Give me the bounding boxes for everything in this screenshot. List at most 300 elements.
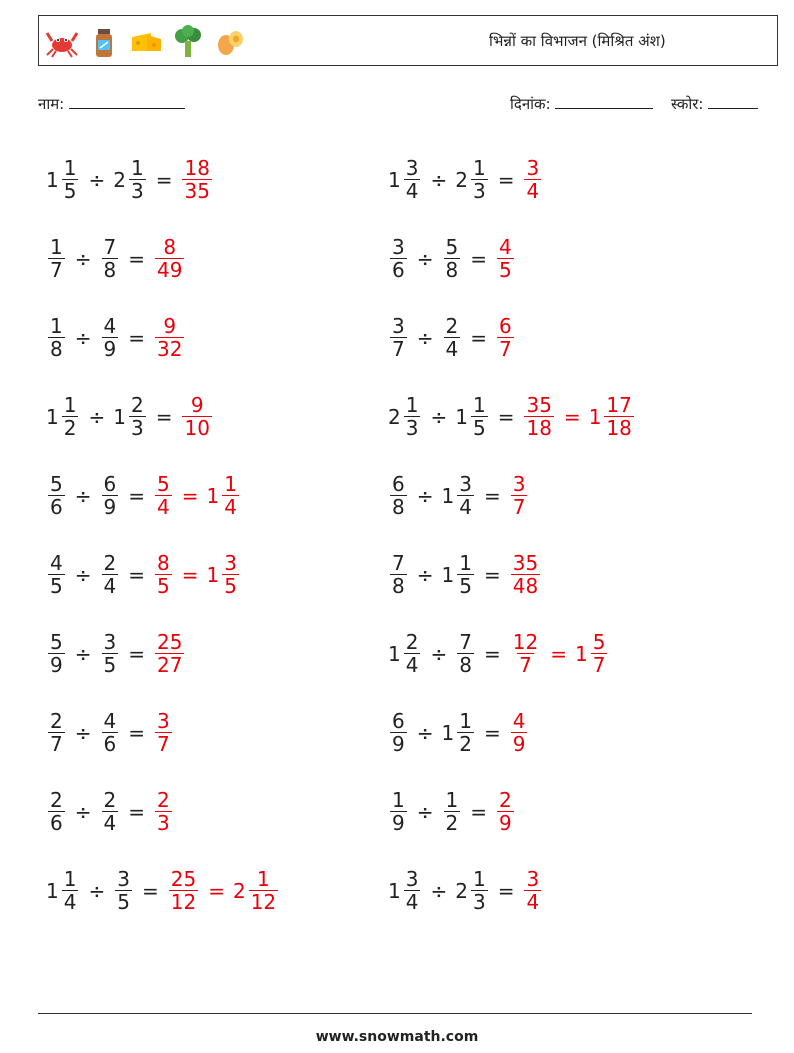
whole-number: 1: [441, 483, 455, 508]
date-blank[interactable]: [555, 94, 653, 109]
fraction: [390, 473, 407, 519]
numerator: 7: [103, 234, 117, 259]
denominator: 8: [445, 258, 459, 282]
numerator: 5: [445, 234, 459, 259]
answer-value: [153, 631, 186, 677]
numerator: 2: [445, 313, 459, 338]
whole-number: 1: [206, 562, 220, 587]
numerator: 4: [103, 708, 117, 733]
answer-value: [509, 473, 530, 519]
numerator: 6: [392, 471, 405, 496]
dividend: [46, 236, 67, 282]
denominator: 5: [459, 574, 472, 598]
answer-value: [153, 710, 174, 756]
equals-sign: =: [181, 562, 199, 587]
fraction: [497, 789, 514, 835]
equals-sign: =: [497, 878, 515, 903]
answer-value: [153, 473, 174, 519]
numerator: 1: [63, 155, 77, 180]
answer-value: [509, 631, 542, 677]
dividend: [46, 473, 67, 519]
denominator: 4: [103, 811, 117, 835]
numerator: 3: [392, 313, 405, 338]
fraction: [155, 631, 184, 677]
denominator: 3: [157, 811, 170, 835]
denominator: 7: [157, 732, 170, 756]
numerator: 9: [163, 313, 177, 338]
numerator: 3: [526, 155, 540, 180]
problems-left-column: [46, 140, 280, 930]
fraction: [390, 789, 407, 835]
equals-sign: =: [483, 720, 501, 745]
fraction: [444, 236, 461, 282]
numerator: 5: [50, 629, 63, 654]
numerator: 35: [526, 392, 552, 417]
denominator: 5: [63, 179, 77, 203]
whole-number: 1: [388, 878, 401, 903]
numerator: 1: [50, 234, 63, 259]
whole-number: 1: [441, 720, 455, 745]
answer-value: [589, 394, 636, 440]
numerator: 5: [50, 471, 63, 496]
fraction: [182, 394, 211, 440]
numerator: 1: [472, 155, 486, 180]
numerator: 18: [184, 155, 210, 180]
divide-sign: ÷: [416, 325, 434, 350]
whole-number: 1: [206, 483, 220, 508]
answer: [495, 789, 516, 835]
problem-row: [388, 298, 636, 377]
numerator: 4: [50, 550, 63, 575]
denominator: 7: [592, 653, 606, 677]
divisor: [100, 236, 121, 282]
date-score-fields: [510, 94, 758, 114]
fraction: [444, 315, 461, 361]
denominator: 3: [130, 179, 144, 203]
denominator: 4: [405, 653, 419, 677]
problem-row: [388, 851, 636, 930]
divisor: [442, 789, 463, 835]
broccoli-icon: [171, 23, 205, 61]
answer: [167, 868, 280, 914]
denominator: 5: [224, 574, 237, 598]
name-field[interactable]: [38, 94, 185, 114]
numerator: 2: [130, 392, 144, 417]
denominator: 12: [170, 890, 197, 914]
divisor: [100, 473, 121, 519]
whole-number: 1: [588, 404, 602, 429]
divide-sign: ÷: [416, 483, 434, 508]
whole-number: 2: [232, 878, 246, 903]
answer-value: [522, 868, 543, 914]
equals-sign: =: [483, 483, 501, 508]
worksheet-title: भिन्नों का विभाजन (मिश्रित अंश): [489, 32, 666, 50]
equals-sign: =: [563, 404, 581, 429]
problem-row: [388, 614, 636, 693]
divide-sign: ÷: [430, 641, 448, 666]
denominator: 7: [392, 337, 405, 361]
equals-sign: =: [128, 246, 145, 271]
equals-sign: =: [128, 799, 145, 824]
footer-website: www.snowmath.com: [315, 1029, 479, 1045]
numerator: 1: [405, 392, 419, 417]
denominator: 6: [50, 495, 63, 519]
numerator: 1: [63, 866, 77, 891]
dividend: [388, 789, 409, 835]
numerator: 6: [103, 471, 117, 496]
crab-icon: [45, 23, 79, 61]
numerator: 2: [499, 787, 512, 812]
numerator: 3: [405, 155, 419, 180]
denominator: 3: [472, 179, 486, 203]
fraction: [222, 473, 239, 519]
name-label: नाम:: [38, 95, 65, 113]
numerator: 1: [257, 866, 270, 891]
answer: [153, 789, 174, 835]
divide-sign: ÷: [416, 246, 434, 271]
denominator: 10: [184, 416, 210, 440]
denominator: 4: [103, 574, 117, 598]
answer-value: [495, 315, 516, 361]
dividend: [46, 710, 67, 756]
numerator: 1: [224, 471, 237, 496]
fraction: [511, 473, 528, 519]
divisor: [455, 631, 476, 677]
numerator: 9: [190, 392, 204, 417]
dividend: [46, 394, 80, 440]
numerator: 2: [103, 787, 117, 812]
fraction: [390, 552, 407, 598]
problem-row: [46, 140, 280, 219]
divide-sign: ÷: [74, 799, 92, 824]
denominator: 4: [526, 890, 540, 914]
numerator: 1: [459, 708, 472, 733]
numerator: 3: [224, 550, 237, 575]
numerator: 4: [512, 708, 526, 733]
numerator: 17: [606, 392, 632, 417]
denominator: 32: [157, 337, 183, 361]
dividend: [388, 315, 409, 361]
fraction: [444, 789, 461, 835]
denominator: 4: [224, 495, 237, 519]
numerator: 1: [50, 313, 63, 338]
answer-value: [180, 394, 213, 440]
divisor: [100, 631, 121, 677]
fraction: [524, 394, 553, 440]
denominator: 7: [50, 732, 63, 756]
eggs-icon: [213, 23, 247, 61]
denominator: 5: [157, 574, 170, 598]
problem-row: [46, 535, 280, 614]
divide-sign: ÷: [74, 720, 92, 745]
fraction: [155, 236, 184, 282]
answer-value: [495, 236, 516, 282]
date-label: दिनांक:: [510, 95, 551, 113]
answer-value: [167, 868, 200, 914]
denominator: 8: [392, 495, 405, 519]
denominator: 4: [459, 495, 472, 519]
fraction: [390, 236, 407, 282]
answer: [495, 315, 516, 361]
denominator: 5: [472, 416, 486, 440]
divide-sign: ÷: [74, 246, 92, 271]
fraction: [524, 868, 541, 914]
icon-strip: [45, 22, 247, 62]
equals-sign: =: [208, 878, 225, 903]
answer-value: [153, 552, 174, 598]
equals-sign: =: [497, 404, 515, 429]
whole-number: 2: [455, 878, 468, 903]
whole-number: 1: [46, 404, 59, 429]
numerator: 7: [459, 629, 472, 654]
divide-sign: ÷: [416, 720, 434, 745]
score-blank[interactable]: [708, 94, 758, 109]
divisor: [113, 157, 147, 203]
equals-sign: =: [155, 167, 173, 192]
fraction: [390, 710, 407, 756]
numerator: 2: [103, 550, 117, 575]
dividend: [46, 315, 67, 361]
numerator: 1: [472, 866, 486, 891]
divide-sign: ÷: [430, 878, 448, 903]
denominator: 8: [50, 337, 63, 361]
answer-value: [509, 710, 530, 756]
fraction: [129, 157, 146, 203]
fraction: [457, 710, 474, 756]
problem-row: [388, 772, 636, 851]
problem-row: [46, 772, 280, 851]
footer-divider: [38, 1013, 752, 1014]
fraction: [102, 710, 119, 756]
fraction: [115, 868, 132, 914]
divisor: [455, 394, 489, 440]
whole-number: 2: [455, 167, 468, 192]
dividend: [388, 236, 409, 282]
denominator: 35: [184, 179, 210, 203]
denominator: 9: [50, 653, 63, 677]
answer-value: [180, 157, 213, 203]
numerator: 5: [592, 629, 606, 654]
denominator: 18: [606, 416, 632, 440]
fraction: [404, 394, 421, 440]
problem-row: [388, 456, 636, 535]
denominator: 9: [103, 495, 117, 519]
divisor: [113, 868, 134, 914]
dividend: [388, 631, 422, 677]
equals-sign: =: [470, 325, 487, 350]
divisor: [100, 789, 121, 835]
cheese-icon: [129, 23, 163, 61]
fraction: [155, 710, 172, 756]
fraction: [62, 157, 79, 203]
fraction: [155, 473, 172, 519]
dividend: [388, 552, 409, 598]
answer: [509, 710, 530, 756]
whole-number: 1: [455, 404, 468, 429]
answer-value: [509, 552, 542, 598]
fraction: [497, 315, 514, 361]
numerator: 2: [405, 629, 419, 654]
numerator: 1: [459, 550, 472, 575]
numerator: 6: [499, 313, 512, 338]
denominator: 49: [157, 258, 183, 282]
problem-row: [46, 219, 280, 298]
numerator: 3: [459, 471, 472, 496]
numerator: 3: [512, 471, 526, 496]
problem-row: [46, 614, 280, 693]
answer-value: [495, 789, 516, 835]
fraction: [591, 631, 608, 677]
fraction: [169, 868, 198, 914]
fraction: [524, 157, 541, 203]
name-blank[interactable]: [69, 94, 185, 109]
whole-number: 1: [574, 641, 588, 666]
dividend: [388, 157, 422, 203]
equals-sign: =: [128, 483, 145, 508]
equals-sign: =: [128, 325, 145, 350]
fraction: [404, 631, 421, 677]
dividend: [46, 631, 67, 677]
fraction: [102, 473, 119, 519]
numerator: 1: [392, 787, 405, 812]
fraction: [48, 473, 65, 519]
divisor: [100, 315, 121, 361]
problem-row: [388, 535, 636, 614]
dividend: [46, 552, 67, 598]
numerator: 3: [392, 234, 405, 259]
problem-row: [46, 851, 280, 930]
divisor: [442, 473, 476, 519]
equals-sign: =: [181, 483, 199, 508]
answer: [522, 394, 635, 440]
whole-number: 1: [46, 167, 59, 192]
numerator: 3: [117, 866, 130, 891]
fraction: [155, 315, 184, 361]
fraction: [155, 789, 172, 835]
numerator: 3: [526, 866, 540, 891]
fraction: [102, 552, 119, 598]
answer-value: [153, 789, 174, 835]
answer: [153, 315, 186, 361]
fraction: [48, 631, 65, 677]
denominator: 9: [512, 732, 526, 756]
numerator: 35: [512, 550, 539, 575]
denominator: 18: [526, 416, 552, 440]
dividend: [46, 868, 80, 914]
denominator: 4: [445, 337, 459, 361]
numerator: 4: [499, 234, 512, 259]
denominator: 48: [512, 574, 539, 598]
numerator: 25: [170, 866, 197, 891]
numerator: 1: [472, 392, 486, 417]
whole-number: 1: [441, 562, 455, 587]
numerator: 3: [103, 629, 117, 654]
numerator: 1: [445, 787, 459, 812]
divisor: [455, 157, 489, 203]
divide-sign: ÷: [74, 641, 92, 666]
answer-value: [522, 394, 555, 440]
divide-sign: ÷: [88, 404, 106, 429]
dividend: [46, 789, 67, 835]
answer: [153, 710, 174, 756]
dividend: [388, 868, 422, 914]
equals-sign: =: [155, 404, 173, 429]
denominator: 4: [526, 179, 540, 203]
problem-row: [46, 298, 280, 377]
denominator: 3: [472, 890, 486, 914]
equals-sign: =: [483, 562, 501, 587]
denominator: 4: [405, 890, 419, 914]
denominator: 9: [103, 337, 117, 361]
numerator: 25: [157, 629, 183, 654]
whole-number: 2: [388, 404, 401, 429]
numerator: 8: [163, 234, 177, 259]
denominator: 2: [459, 732, 472, 756]
fraction: [62, 868, 79, 914]
denominator: 8: [392, 574, 405, 598]
fraction: [511, 631, 540, 677]
dividend: [388, 710, 409, 756]
divisor: [455, 868, 489, 914]
divide-sign: ÷: [88, 167, 106, 192]
divisor: [442, 315, 463, 361]
fraction: [129, 394, 146, 440]
whole-number: 1: [46, 878, 59, 903]
denominator: 27: [157, 653, 183, 677]
denominator: 8: [103, 258, 117, 282]
denominator: 3: [405, 416, 419, 440]
equals-sign: =: [141, 878, 159, 903]
header-box: [38, 15, 778, 66]
answer: [509, 631, 610, 677]
divide-sign: ÷: [430, 404, 448, 429]
numerator: 2: [50, 708, 63, 733]
answer: [153, 236, 186, 282]
denominator: 7: [50, 258, 63, 282]
fraction: [404, 157, 421, 203]
divide-sign: ÷: [88, 878, 106, 903]
fraction: [48, 789, 65, 835]
divisor: [442, 710, 476, 756]
dividend: [388, 394, 422, 440]
denominator: 5: [103, 653, 117, 677]
problem-row: [46, 377, 280, 456]
fraction: [48, 236, 65, 282]
numerator: 7: [392, 550, 405, 575]
equals-sign: =: [483, 641, 501, 666]
answer: [522, 868, 543, 914]
fraction: [155, 552, 172, 598]
denominator: 4: [63, 890, 77, 914]
denominator: 12: [250, 890, 277, 914]
numerator: 5: [157, 471, 170, 496]
denominator: 4: [157, 495, 170, 519]
divide-sign: ÷: [416, 562, 434, 587]
denominator: 9: [499, 811, 512, 835]
denominator: 5: [50, 574, 63, 598]
fraction: [102, 236, 119, 282]
problem-row: [388, 377, 636, 456]
denominator: 7: [519, 653, 532, 677]
divisor: [100, 710, 121, 756]
fraction: [102, 631, 119, 677]
denominator: 4: [405, 179, 419, 203]
denominator: 6: [103, 732, 117, 756]
fraction: [457, 473, 474, 519]
score-label: स्कोर:: [670, 95, 704, 113]
answer-value: [207, 552, 241, 598]
whole-number: 2: [113, 167, 126, 192]
